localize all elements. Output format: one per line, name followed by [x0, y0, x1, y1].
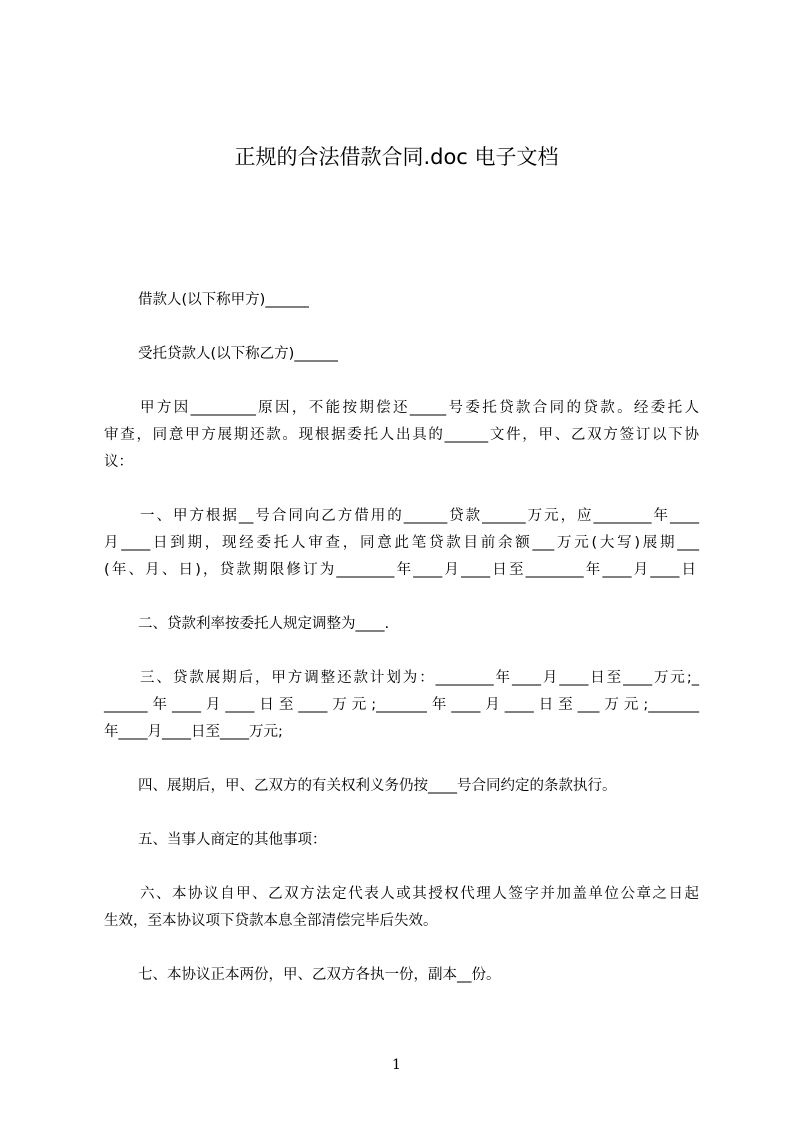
- clause-7: 七、本协议正本两份，甲、乙双方各执一份，副本__份。: [138, 967, 501, 983]
- page-number: 1: [392, 1057, 401, 1073]
- intro-paragraph-line-3: 议：: [104, 454, 133, 470]
- clause-3-line-1: 三、贷款展期后，甲方调整还款计划为：________年____月____日至____万元;_: [140, 670, 699, 686]
- intro-paragraph-line-2: 审查，同意甲方展期还款。现根据委托人出具的______文件，甲、乙双方签订以下协: [104, 427, 699, 443]
- clause-6-line-2: 生效，至本协议项下贷款本息全部清偿完毕后失效。: [104, 913, 438, 929]
- clause-3-line-2: ______年____月____日至____万元;_______年____月____日至___万元;_______: [104, 697, 699, 713]
- clause-1-line-3: (年、月、日)，贷款期限修订为________年____月____日至________年____月____日: [104, 562, 696, 578]
- entrusted-lender-line: 受托贷款人(以下称乙方)______: [138, 346, 338, 362]
- borrower-line: 借款人(以下称甲方)______: [138, 292, 309, 308]
- clause-5: 五、当事人商定的其他事项：: [138, 832, 327, 848]
- clause-6-line-1: 六、本协议自甲、乙双方法定代表人或其授权代理人签字并加盖单位公章之日起: [140, 886, 699, 902]
- clause-4: 四、展期后，甲、乙双方的有关权利义务仍按____号合同约定的条款执行。: [138, 778, 617, 794]
- clause-2: 二、贷款利率按委托人规定调整为____.: [138, 616, 390, 632]
- document-title: 正规的合法借款合同.doc 电子文档: [234, 145, 559, 169]
- clause-1-line-1: 一、甲方根据__号合同向乙方借用的______贷款______万元，应________年____: [140, 508, 699, 524]
- clause-1-line-2: 月____日到期，现经委托人审查，同意此笔贷款目前余额___万元(大写)展期___: [104, 535, 699, 551]
- clause-3-line-3: 年____月____日至____万元;: [104, 724, 283, 740]
- intro-paragraph-line-1: 甲方因_________原因，不能按期偿还_____号委托贷款合同的贷款。经委托人: [140, 400, 699, 416]
